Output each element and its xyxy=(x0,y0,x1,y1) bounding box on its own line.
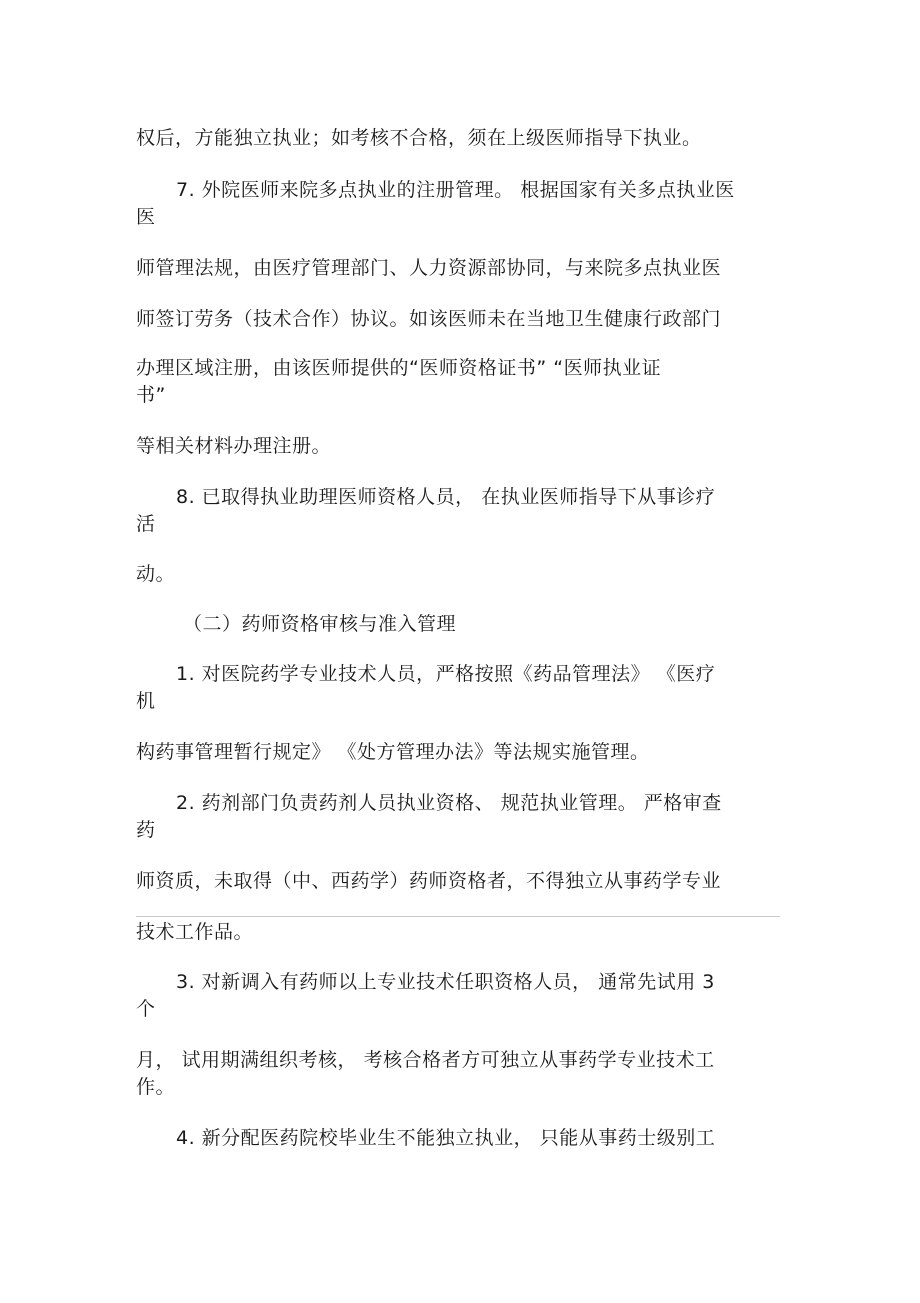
text-line: 7. 外院医师来院多点执业的注册管理。 根据国家有关多点执业医 xyxy=(176,179,735,201)
text-line: 机 xyxy=(136,690,156,712)
text-line: 技术工作品。 xyxy=(136,921,254,943)
text-line: 书” xyxy=(136,384,166,406)
text-line: 个 xyxy=(136,998,156,1020)
section-heading: （二）药师资格审核与准入管理 xyxy=(183,613,457,635)
text-line: 1. 对医院药学专业技术人员，严格按照《药品管理法》 《医疗 xyxy=(176,663,716,685)
text-line: 4. 新分配医药院校毕业生不能独立执业， 只能从事药士级别工 xyxy=(176,1127,716,1149)
text-line: 等相关材料办理注册。 xyxy=(136,435,332,457)
text-line: 药 xyxy=(136,819,156,841)
text-line: 师签订劳务（技术合作）协议。如该医师未在当地卫生健康行政部门 xyxy=(136,308,722,330)
text-line: 8. 已取得执业助理医师资格人员， 在执业医师指导下从事诊疗 xyxy=(176,486,716,508)
text-line: 医 xyxy=(136,206,156,228)
divider xyxy=(136,916,780,917)
text-line: 构药事管理暂行规定》 《处方管理办法》等法规实施管理。 xyxy=(136,741,650,763)
text-line: 师管理法规，由医疗管理部门、人力资源部协同，与来院多点执业医 xyxy=(136,257,722,279)
text-line: 3. 对新调入有药师以上专业技术任职资格人员， 通常先试用 3 xyxy=(176,971,715,993)
text-line: 动。 xyxy=(136,563,176,585)
text-line: 作。 xyxy=(136,1076,176,1098)
text-line: 办理区域注册，由该医师提供的“医师资格证书” “医师执业证 xyxy=(136,357,662,379)
text-line: 活 xyxy=(136,513,156,535)
text-line: 2. 药剂部门负责药剂人员执业资格、 规范执业管理。 严格审查 xyxy=(176,792,722,814)
text-line: 月， 试用期满组织考核， 考核合格者方可独立从事药学专业技术工 xyxy=(136,1049,715,1071)
text-line: 权后，方能独立执业；如考核不合格，须在上级医师指导下执业。 xyxy=(136,127,702,149)
text-line: 师资质，未取得（中、西药学）药师资格者，不得独立从事药学专业 xyxy=(136,870,722,892)
